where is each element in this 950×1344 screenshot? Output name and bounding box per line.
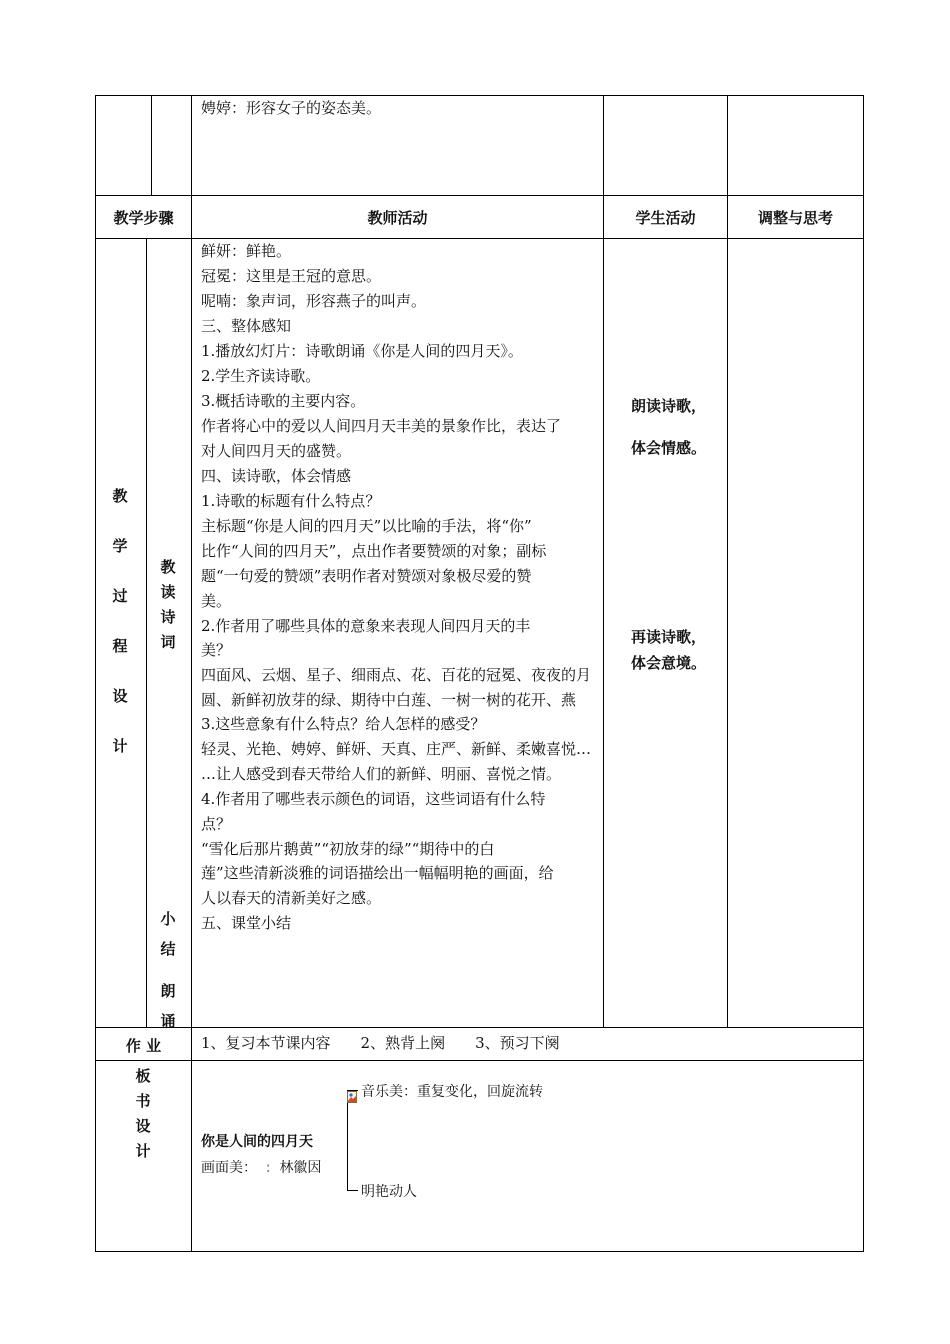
- teacher-line: 4.作者用了哪些表示颜色的词语，这些词语有什么特: [201, 790, 546, 808]
- teacher-line: 对人间四月天的盛赞。: [201, 442, 352, 460]
- teacher-line: 美。: [201, 592, 232, 610]
- table-rule-board-top: [95, 1060, 864, 1061]
- section-label-teaching-process: 教 学 过 程 设 计: [112, 487, 128, 755]
- teacher-line: 莲”这些清新淡雅的词语描绘出一幅幅明艳的画面，给: [201, 864, 554, 882]
- teacher-line: 1.播放幻灯片：诗歌朗诵《你是人间的四月天》。: [201, 342, 523, 360]
- table-rule-step-sub: [146, 238, 147, 1027]
- table-rule-header-top: [95, 195, 864, 196]
- homework-label: 作 业: [125, 1037, 162, 1055]
- board-branch-top: 音乐美：重复变化，回旋流转: [361, 1084, 543, 1100]
- teacher-line: 圆、新鲜初放芽的绿、期待中白莲、一树一树的花开、燕: [201, 691, 577, 709]
- board-design-label: 板 书 设 计: [135, 1067, 151, 1160]
- teacher-line: 冠冕：这里是王冠的意思。: [201, 267, 382, 285]
- table-rule-homework-top: [95, 1027, 864, 1028]
- header-student-activity: 学生活动: [635, 209, 696, 227]
- teacher-line: 3.这些意象有什么特点？给人怎样的感受？: [201, 715, 486, 733]
- teacher-line: 主标题“你是人间的四月天”以比喻的手法，将“你”: [201, 517, 532, 535]
- top-row-text: 娉婷：形容女子的姿态美。: [201, 99, 382, 117]
- board-title: 你是人间的四月天: [201, 1134, 313, 1150]
- teacher-line: 作者将心中的爱以人间四月天丰美的景象作比，表达了: [201, 417, 562, 435]
- board-bracket-bottom-tick: [347, 1190, 358, 1191]
- teacher-line: 3.概括诗歌的主要内容。: [201, 392, 366, 410]
- board-author-line: 画面美： : 林徽因: [201, 1160, 322, 1176]
- teacher-line: 三、整体感知: [201, 317, 292, 335]
- board-embedded-image-icon: [347, 1091, 357, 1103]
- teacher-line: 美？: [201, 641, 232, 659]
- teacher-line: 点？: [201, 815, 232, 833]
- header-adjust-reflect: 调整与思考: [757, 209, 833, 227]
- teacher-line: 1.诗歌的标题有什么特点？: [201, 492, 381, 510]
- teacher-line: 2.作者用了哪些具体的意象来表现人间四月天的丰: [201, 617, 531, 635]
- header-teacher-activity: 教师活动: [367, 209, 428, 227]
- section-sub-recite: 朗 诵: [160, 982, 176, 1030]
- teacher-line: 轻灵、光艳、娉婷、鲜妍、天真、庄严、新鲜、柔嫩喜悦…: [201, 740, 592, 758]
- section-sub-read-poem: 教 读 诗 词: [160, 558, 176, 651]
- table-rule-adjust-left: [727, 95, 728, 1027]
- teacher-line: 人以春天的清新美好之感。: [201, 889, 382, 907]
- student-activity-read-feel: 朗读诗歌， 体会情感。: [631, 397, 707, 457]
- table-rule-student-left: [603, 95, 604, 1027]
- table-rule-step-sub-top: [151, 95, 152, 195]
- teacher-line: 题“一句爱的赞颂”表明作者对赞颂对象极尽爱的赞: [201, 567, 532, 585]
- homework-text: 1、复习本节课内容 2、熟背上阕 3、预习下阕: [201, 1034, 560, 1052]
- teacher-line: …让人感受到春天带给人们的新鲜、明丽、喜悦之情。: [201, 765, 562, 783]
- teacher-line: 2.学生齐读诗歌。: [201, 367, 321, 385]
- table-rule-teacher-left: [191, 95, 192, 1252]
- teacher-line: 四面风、云烟、星子、细雨点、花、百花的冠冕、夜夜的月: [201, 666, 592, 684]
- teacher-line: 五、课堂小结: [201, 914, 292, 932]
- table-border-left: [95, 95, 96, 1252]
- table-border-bottom: [95, 1251, 864, 1252]
- teacher-line: 四、读诗歌，体会情感: [201, 467, 352, 485]
- header-steps: 教学步骤: [113, 209, 174, 227]
- board-branch-bottom: 明艳动人: [361, 1184, 417, 1200]
- student-activity-reread-mood: 再读诗歌， 体会意境。: [631, 628, 707, 672]
- teacher-line: “雪化后那片鹅黄”“初放芽的绿”“期待中的白: [201, 840, 495, 858]
- board-bracket-line: [347, 1090, 348, 1191]
- teacher-line: 呢喃：象声词，形容燕子的叫声。: [201, 292, 427, 310]
- teacher-line: 鲜妍：鲜艳。: [201, 242, 292, 260]
- table-border-right: [863, 95, 864, 1252]
- section-sub-summary: 小 结: [160, 910, 176, 958]
- teacher-line: 比作“人间的四月天”，点出作者要赞颂的对象；副标: [201, 542, 547, 560]
